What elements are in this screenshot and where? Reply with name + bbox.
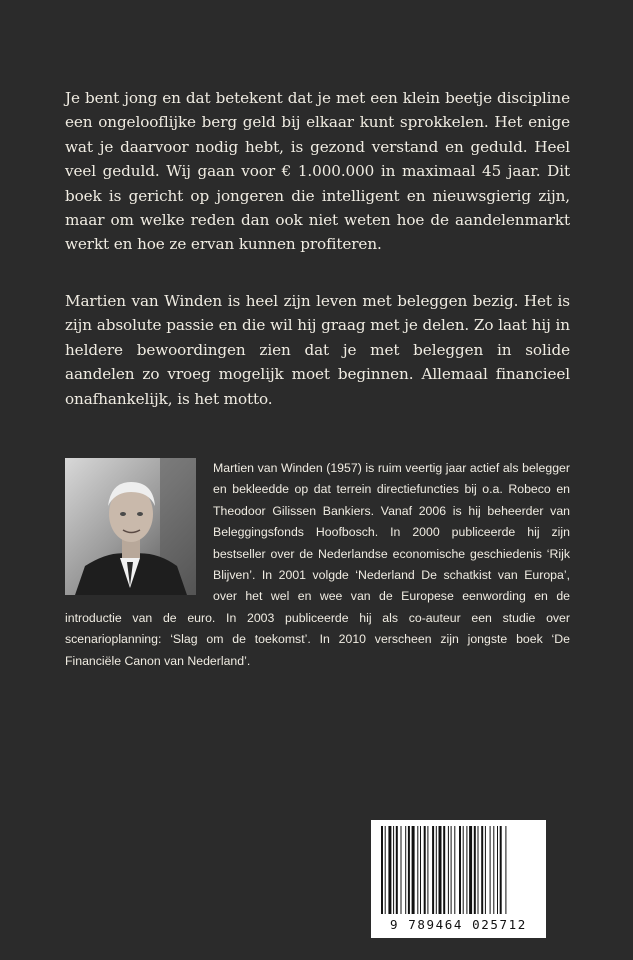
barcode-bar (424, 826, 426, 914)
barcode-bar (420, 826, 421, 914)
barcode-bar (385, 826, 386, 914)
barcode-bar (500, 826, 502, 914)
barcode-bar (505, 826, 506, 914)
barcode-bar (481, 826, 483, 914)
barcode-bar (459, 826, 461, 914)
barcode-bar (469, 826, 472, 914)
author-photo (65, 458, 196, 595)
barcode-bar (412, 826, 415, 914)
barcode-bar (381, 826, 383, 914)
barcode-bar (388, 826, 391, 914)
barcode-bar (485, 826, 486, 914)
barcode-bars (379, 826, 538, 914)
barcode-bar (436, 826, 437, 914)
barcode-bar (427, 826, 428, 914)
barcode-bar (443, 826, 445, 914)
barcode-bar (439, 826, 442, 914)
barcode-bar (448, 826, 449, 914)
author-bio-section (65, 458, 570, 672)
barcode-bar (451, 826, 452, 914)
barcode-bar (432, 826, 434, 914)
barcode-bar (417, 826, 418, 914)
barcode-bar (474, 826, 476, 914)
barcode-bar (463, 826, 464, 914)
barcode-bar (466, 826, 467, 914)
barcode-bar (497, 826, 498, 914)
barcode-bar (478, 826, 479, 914)
isbn-number: 9 789464 025712 (390, 917, 527, 932)
author-bio-text: Martien van Winden (1957) is ruim veertig jaar actief als belegger en bekleedde op dat terrein directiefuncties bij o.a. Robeco en Theodoor Gilissen Bankiers. Vanaf 2006 is hij beheerder van Beleggingsfonds Hoofbosch. In 2000 publiceerde hij zijn bestseller over de Nederlandse economische geschiedenis ‘Rijk Blijven’. In 2001 volgde ‘Nederland De schatkist van Europa’, over het wel en wee van de Europese eenwording en de introductie van de euro. In 2003 publiceerde hij als co-auteur een studie over scenarioplanning: ‘Slag om de toekomst’. In 2010 verscheen zijn jongste boek ‘De Financiële Canon van Nederland’. (65, 461, 570, 668)
barcode-bar (454, 826, 455, 914)
barcode-bar (393, 826, 394, 914)
isbn-barcode (371, 820, 546, 938)
blurb-paragraph-2: Martien van Winden is heel zijn leven met beleggen bezig. Het is zijn absolute passie en die wil hij graag met je delen. Zo laat hij in heldere bewoordingen zien dat je met beleggen in solide aandelen zo vroeg mogelijk moet beginnen. Allemaal financieel onafhankelijk, is het motto. (65, 292, 570, 408)
barcode-bar (405, 826, 406, 914)
barcode-bar (396, 826, 398, 914)
blurb-paragraph-1: Je bent jong en dat betekent dat je met een klein beetje discipline een ongelooflijke berg geld bij elkaar kunt sprokkelen. Het enige wat je daarvoor nodig hebt, is gezond verstand en geduld. Heel veel geduld. Wij gaan voor € 1.000.000 in maximaal 45 jaar. Dit boek is gericht op jongeren die intelligent en nieuwsgierig zijn, maar om welke reden dan ook niet weten hoe de aandelenmarkt werkt en hoe ze ervan kunnen profiteren. (65, 89, 570, 254)
barcode-bar (490, 826, 491, 914)
barcode-bar (408, 826, 410, 914)
barcode-bar (401, 826, 402, 914)
barcode-bar (493, 826, 494, 914)
